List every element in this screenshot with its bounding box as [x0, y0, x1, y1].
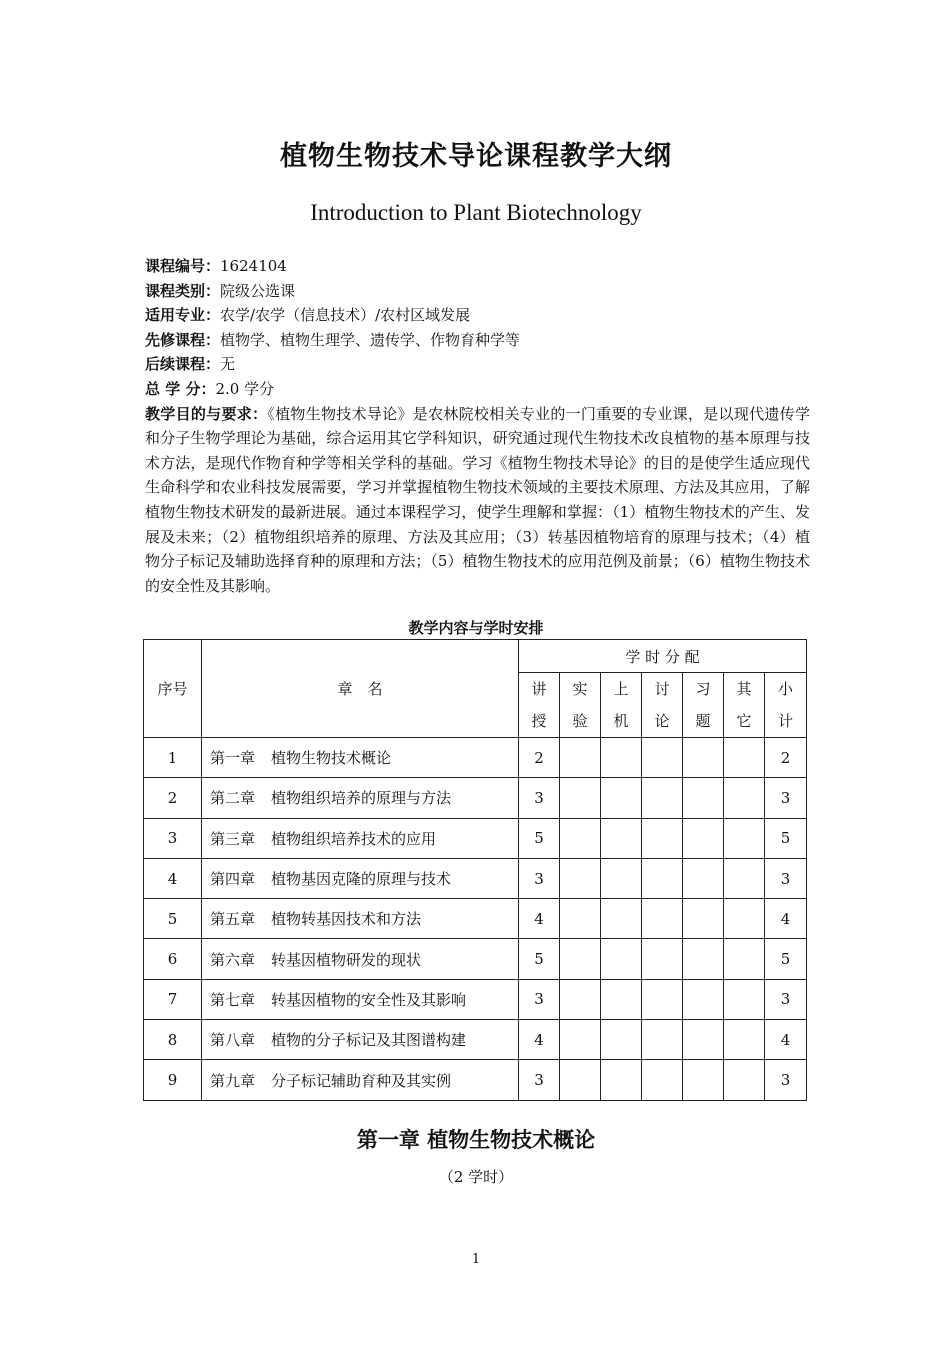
row-lab: [560, 818, 601, 858]
row-chapter: 第二章 植物组织培养的原理与方法: [202, 778, 519, 818]
table-row: [144, 899, 807, 939]
row-lab: [560, 939, 601, 979]
course-code-label: 课程编号：: [145, 257, 221, 275]
row-seq: 7: [144, 979, 202, 1019]
row-subtotal: 3: [765, 1060, 807, 1100]
majors-row: [145, 303, 810, 328]
row-computer: [601, 1020, 642, 1060]
table-header-row: [144, 640, 807, 673]
row-other: [724, 1060, 765, 1100]
header-chapter-name: 章 名: [202, 640, 519, 738]
row-seq: 5: [144, 899, 202, 939]
row-lecture: 4: [519, 899, 560, 939]
row-computer: [601, 939, 642, 979]
followup-label: 后续课程：: [145, 355, 221, 374]
row-chapter: 第四章 植物基因克隆的原理与技术: [202, 858, 519, 898]
row-discussion: [642, 899, 683, 939]
row-chapter: 第八章 植物的分子标记及其图谱构建: [202, 1020, 519, 1060]
row-exercise: [683, 1020, 724, 1060]
row-subtotal: 3: [765, 778, 807, 818]
row-exercise: [683, 738, 724, 778]
row-discussion: [642, 1020, 683, 1060]
row-other: [724, 858, 765, 898]
course-code-value: 1624104: [220, 257, 287, 275]
table-caption: 教学内容与学时安排: [408, 619, 544, 637]
page-number: 1: [471, 1252, 481, 1267]
row-chapter: 第九章 分子标记辅助育种及其实例: [202, 1060, 519, 1100]
header-exercise: 习 题: [683, 673, 724, 738]
row-lecture: 2: [519, 738, 560, 778]
row-other: [724, 979, 765, 1019]
table-row: [144, 1060, 807, 1100]
majors-label: 适用专业：: [145, 306, 221, 325]
header-other: 其 它: [724, 673, 765, 738]
row-computer: [601, 778, 642, 818]
row-lab: [560, 778, 601, 818]
table-row: [144, 979, 807, 1019]
document-title: 植物生物技术导论课程教学大纲: [280, 141, 672, 172]
row-exercise: [683, 939, 724, 979]
credits-value: 2.0 学分: [215, 379, 275, 398]
row-seq: 1: [144, 738, 202, 778]
course-code-row: [145, 254, 810, 279]
row-subtotal: 3: [765, 979, 807, 1019]
row-lab: [560, 858, 601, 898]
row-lecture: 3: [519, 778, 560, 818]
row-other: [724, 738, 765, 778]
row-discussion: [642, 858, 683, 898]
purpose-paragraph: [145, 402, 810, 599]
row-computer: [601, 818, 642, 858]
row-lecture: 3: [519, 858, 560, 898]
row-lab: [560, 899, 601, 939]
header-hours-group: 学 时 分 配: [519, 640, 807, 673]
table-row: [144, 818, 807, 858]
row-seq: 4: [144, 858, 202, 898]
document-subtitle: Introduction to Plant Biotechnology: [310, 200, 642, 225]
course-type-label: 课程类别：: [145, 281, 221, 300]
row-lecture: 5: [519, 939, 560, 979]
row-exercise: [683, 899, 724, 939]
row-other: [724, 818, 765, 858]
table-row: [144, 858, 807, 898]
row-computer: [601, 899, 642, 939]
majors-value: 农学/农学（信息技术）/农村区域发展: [220, 306, 471, 325]
row-other: [724, 899, 765, 939]
row-lecture: 4: [519, 1020, 560, 1060]
row-discussion: [642, 1060, 683, 1100]
row-seq: 2: [144, 778, 202, 818]
row-other: [724, 778, 765, 818]
row-seq: 3: [144, 818, 202, 858]
row-lab: [560, 738, 601, 778]
course-info: [145, 254, 810, 598]
prerequisites-value: 植物学、植物生理学、遗传学、作物育种学等: [220, 330, 521, 349]
row-chapter: 第七章 转基因植物的安全性及其影响: [202, 979, 519, 1019]
row-seq: 6: [144, 939, 202, 979]
row-discussion: [642, 738, 683, 778]
row-discussion: [642, 818, 683, 858]
row-chapter: 第三章 植物组织培养技术的应用: [202, 818, 519, 858]
row-exercise: [683, 979, 724, 1019]
row-computer: [601, 858, 642, 898]
followup-row: [145, 352, 810, 377]
row-lecture: 3: [519, 979, 560, 1019]
credits-row: [145, 377, 810, 402]
chapter-hours: （2 学时）: [438, 1168, 514, 1186]
row-lab: [560, 1060, 601, 1100]
schedule-table: [143, 639, 807, 1101]
prerequisites-label: 先修课程：: [145, 330, 221, 349]
row-chapter: 第一章 植物生物技术概论: [202, 738, 519, 778]
row-subtotal: 5: [765, 939, 807, 979]
row-computer: [601, 1060, 642, 1100]
row-other: [724, 1020, 765, 1060]
header-lab: 实 验: [560, 673, 601, 738]
row-discussion: [642, 939, 683, 979]
course-type-row: [145, 279, 810, 304]
table-row: [144, 1020, 807, 1060]
row-exercise: [683, 778, 724, 818]
credits-label: 总 学 分：: [145, 379, 216, 398]
purpose-label: 教学目的与要求：: [145, 404, 268, 423]
header-lecture: 讲 授: [519, 673, 560, 738]
header-discussion: 讨 论: [642, 673, 683, 738]
row-computer: [601, 738, 642, 778]
followup-value: 无: [220, 355, 236, 374]
row-subtotal: 3: [765, 858, 807, 898]
row-exercise: [683, 818, 724, 858]
row-lab: [560, 979, 601, 1019]
purpose-text: 《植物生物技术导论》是农林院校相关专业的一门重要的专业课，是以现代遗传学和分子生物学理论为基础，综合运用其它学科知识，研究通过现代生物技术改良植物的基本原理与技术方法，是现代作物育种学等相关学科的基础。学习《植物生物技术导论》的目的是使学生适应现代生命科学和农业科技发展需要，学习并掌握植物生物技术领域的主要技术原理、方法及其应用，了解植物生物技术研发的最新进展。通过本课程学习，使学生理解和掌握：（1）植物生物技术的产生、发展及未来；（2）植物组织培养的原理、方法及其应用；（3）转基因植物培育的原理与技术；（4）植物分子标记及辅助选择育种的原理和方法；（5）植物生物技术的应用范例及前景；（6）植物生物技术的安全性及其影响。: [145, 404, 810, 595]
row-lecture: 3: [519, 1060, 560, 1100]
row-exercise: [683, 858, 724, 898]
row-other: [724, 939, 765, 979]
course-type-value: 院级公选课: [220, 281, 296, 300]
table-row: [144, 738, 807, 778]
row-lab: [560, 1020, 601, 1060]
header-computer: 上 机: [601, 673, 642, 738]
header-subtotal: 小 计: [765, 673, 807, 738]
row-subtotal: 5: [765, 818, 807, 858]
header-seq: 序号: [144, 640, 202, 738]
row-exercise: [683, 1060, 724, 1100]
row-subtotal: 4: [765, 899, 807, 939]
row-computer: [601, 979, 642, 1019]
table-row: [144, 939, 807, 979]
row-chapter: 第六章 转基因植物研发的现状: [202, 939, 519, 979]
row-lecture: 5: [519, 818, 560, 858]
prerequisites-row: [145, 328, 810, 353]
row-subtotal: 2: [765, 738, 807, 778]
chapter-heading: 第一章 植物生物技术概论: [356, 1128, 596, 1152]
table-row: [144, 778, 807, 818]
row-seq: 9: [144, 1060, 202, 1100]
row-chapter: 第五章 植物转基因技术和方法: [202, 899, 519, 939]
row-subtotal: 4: [765, 1020, 807, 1060]
row-seq: 8: [144, 1020, 202, 1060]
row-discussion: [642, 979, 683, 1019]
row-discussion: [642, 778, 683, 818]
